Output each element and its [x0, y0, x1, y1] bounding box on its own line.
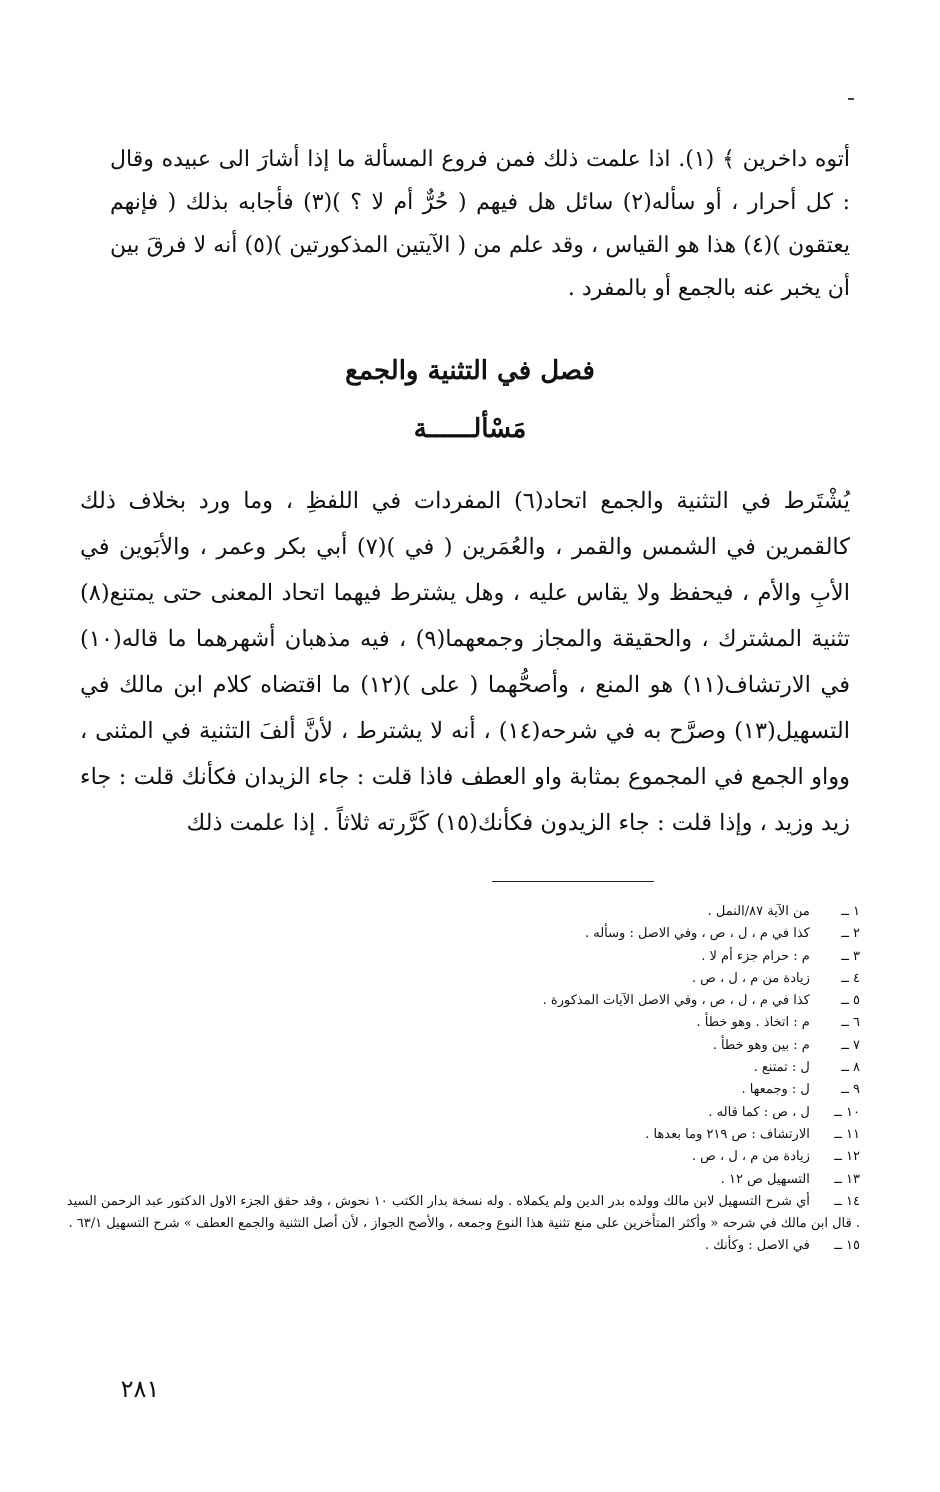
footnote-item: [60, 1079, 860, 1101]
footnote-text: في الاصل : وكأنك .: [704, 1238, 810, 1254]
footnote-number: ٨ ــ: [841, 1060, 860, 1076]
footnote-number: ١١ ــ: [834, 1126, 860, 1142]
footnote-text: كذا في م ، ل ، ص ، وفي الاصل : وسأله .: [584, 926, 810, 942]
footnote-text: ل : وجمعها .: [741, 1082, 810, 1098]
footnote-item: [60, 1102, 860, 1124]
scan-mark: [848, 98, 854, 100]
footnote-number: ٩ ــ: [841, 1082, 860, 1098]
footnote-item: [60, 1191, 860, 1236]
footnote-text: ل : تمتنع .: [753, 1060, 810, 1076]
footnote-item: [60, 1035, 860, 1057]
footnote-item: [60, 1169, 860, 1191]
footnote-number: ٦ ــ: [841, 1015, 860, 1031]
subsection-title: مَسْألــــــة: [413, 414, 527, 444]
footnote-text: م : حرام جزء أم لا .: [701, 948, 810, 964]
footnote-number: ٧ ــ: [841, 1037, 860, 1053]
footnote-number: ٣ ــ: [841, 948, 860, 964]
footnote-item: [60, 1235, 860, 1257]
footnote-item: [60, 901, 860, 923]
footnotes-list: [60, 901, 860, 1258]
footnote-item: [60, 946, 860, 968]
footnote-text: زيادة من م ، ل ، ص .: [691, 1149, 810, 1165]
footnote-text: زيادة من م ، ل ، ص .: [691, 970, 810, 986]
footnote-number: ١ ــ: [841, 904, 860, 919]
footnote-text: الارتشاف : ص ٢١٩ وما بعدها .: [645, 1126, 810, 1142]
footnote-number: ٥ ــ: [841, 993, 860, 1009]
footnote-item: [60, 1057, 860, 1079]
footnote-number: ١٠ ــ: [834, 1104, 860, 1120]
footnote-item: [60, 968, 860, 990]
footnote-divider: [492, 881, 654, 882]
footnote-number: ٤ ــ: [841, 970, 860, 986]
footnote-item: [60, 1124, 860, 1146]
footnote-item: [60, 990, 860, 1012]
page-number: ٢٨١: [120, 1375, 160, 1403]
footnote-text: أي شرح التسهيل لابن مالك وولده بدر الدين ولم يكملاه . وله نسخة بدار الكتب ١٠ نحوش ، وقد حقق الجزء الاول الدكتور عبد الرحمن السيد . قال ابن مالك في شرحه « وأكثر المتأخرين على منع تثنية هذا النوع وجمعه ، والأصح الجواز ، لأن أصل التثنية والجمع العطف » شرح التسهيل ٦٣/١ .: [66, 1193, 860, 1232]
footnote-number: ١٤ ــ: [834, 1193, 860, 1209]
footnote-number: ٢ ــ: [841, 926, 860, 942]
footnote-number: ١٥ ــ: [834, 1238, 860, 1254]
footnote-text: م : بين وهو خطأ .: [712, 1037, 810, 1053]
footnote-number: ١٣ ــ: [834, 1171, 860, 1187]
body-paragraph: يُشْتَرط في التثنية والجمع اتحاد(٦) المفردات في اللفظِ ، وما ورد بخلاف ذلك كالقمرين في الشمس والقمر ، والعُمَرين ( في )(٧) أبي بكر وعمر ، والأبَوين في الأبِ والأم ، فيحفظ ولا يقاس عليه ، وهل يشترط فيهما اتحاد المعنى حتى يمتنع(٨) تثنية المشترك ، والحقيقة والمجاز وجمعهما(٩) ، فيه مذهبان أشهرهما ما قاله(١٠) في الارتشاف(١١) هو المنع ، وأصحُّهما ( على )(١٢) ما اقتضاه كلام ابن مالك في التسهيل(١٣) وصرَّح به في شرحه(١٤) ، أنه لا يشترط ، لأنَّ ألفَ التثنية في المثنى ، وواو الجمع في المجموع بمثابة واو العطف فاذا قلت : جاء الزيدان فكأنك قلت : جاء زيد وزيد ، وإذا قلت : جاء الزيدون فكأنك(١٥) كَرَّرته ثلاثاً . إذا علمت ذلك: [80, 488, 851, 836]
intro-paragraph: أتوه داخرين ﴾ (١). اذا علمت ذلك فمن فروع المسألة ما إذا أشارَ الى عبيده وقال : كل أحرار ، أو سأله(٢) سائل هل فيهم ( حُرٌّ أم لا ؟ )(٣) فأجابه بذلك ( فإنهم يعتقون )(٤) هذا هو القياس ، وقد علم من ( الآيتين المذكورتين )(٥) أنه لا فرقَ بين أن يخبر عنه بالجمع أو بالمفرد .: [110, 147, 851, 301]
footnote-text: م : اتخاذ . وهو خطأ .: [696, 1015, 810, 1031]
footnote-item: [60, 923, 860, 945]
footnote-text: ل ، ص : كما قاله .: [708, 1104, 810, 1120]
footnote-text: من الآية ٨٧/النمل .: [707, 904, 810, 919]
footnote-item: [60, 1012, 860, 1034]
footnote-text: التسهيل ص ١٢ .: [720, 1171, 810, 1187]
section-title: فصل في التثنية والجمع: [345, 356, 595, 386]
footnote-text: كذا في م ، ل ، ص ، وفي الاصل الآيات المذكورة .: [542, 993, 810, 1009]
footnote-item: [60, 1146, 860, 1168]
footnote-number: ١٢ ــ: [834, 1149, 860, 1165]
